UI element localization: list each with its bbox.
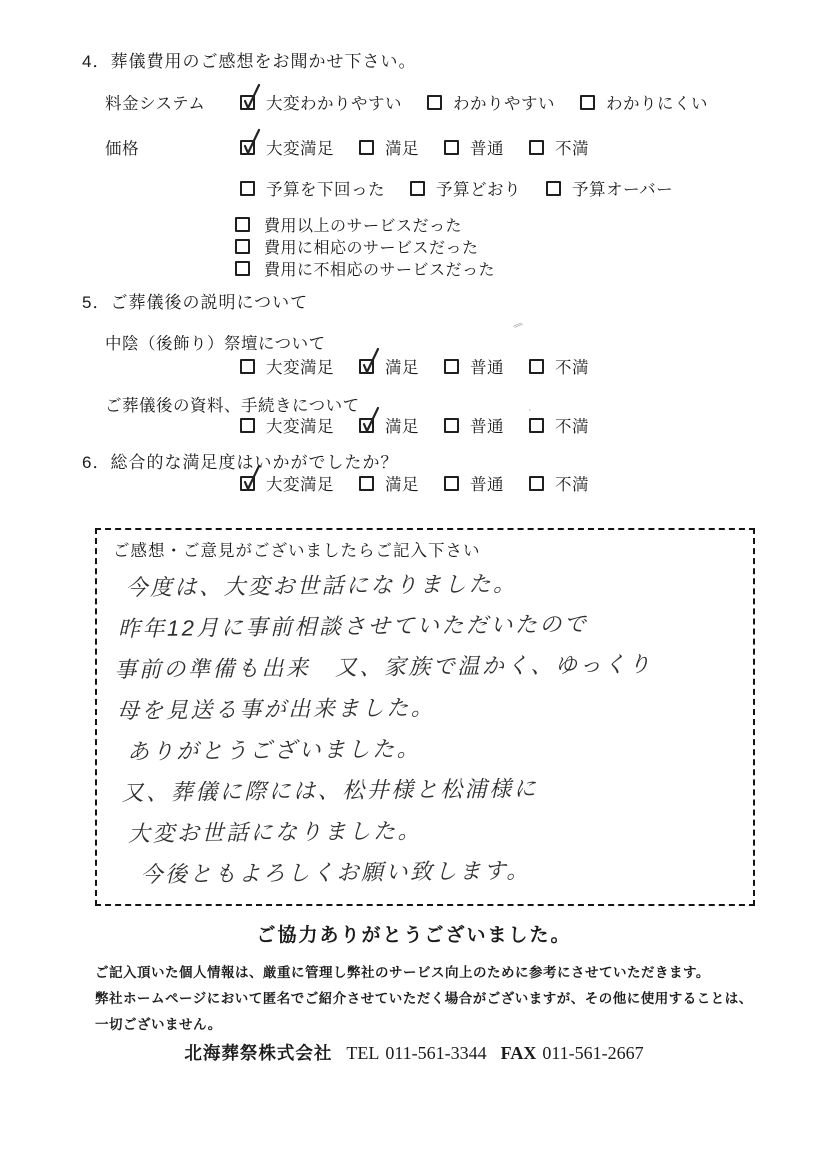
fee-system-row [105, 90, 708, 114]
checkbox[interactable] [359, 418, 374, 433]
section6-heading: 6．総合的な満足度はいかがでしたか？ [82, 453, 399, 472]
option-under-budget [240, 176, 385, 200]
checkbox[interactable] [235, 261, 250, 276]
checkbox[interactable] [240, 140, 255, 155]
fax-contact [501, 1043, 644, 1064]
checkmark-icon [359, 405, 381, 435]
tel-number: 011-561-3344 [385, 1043, 487, 1063]
handwritten-line: ありがとうございました。 [127, 736, 422, 765]
option-neutral [444, 471, 504, 495]
option-satisfied [359, 135, 419, 159]
checkmark-icon [240, 127, 262, 157]
checkbox-label: 満足 [385, 418, 419, 436]
altar-sublabel: 中陰（後飾り）祭壇について [105, 335, 326, 353]
checkbox[interactable] [240, 359, 255, 374]
service-value-row [235, 257, 495, 280]
option-dissatisfied [529, 413, 589, 437]
checkbox[interactable] [444, 476, 459, 491]
tel-label: TEL [346, 1043, 380, 1063]
checkbox-label: 費用に不相応のサービスだった [264, 262, 496, 279]
option-dissatisfied [529, 354, 589, 378]
price-row [105, 135, 589, 159]
fee-system-label: 料金システム [105, 95, 206, 113]
checkbox-label: 大変満足 [266, 418, 334, 436]
checkbox-label: 不満 [555, 418, 589, 436]
checkbox[interactable] [235, 239, 250, 254]
option-very-satisfied [240, 135, 334, 159]
budget-row [240, 176, 673, 200]
checkbox-label: 大変満足 [266, 476, 334, 494]
checkbox[interactable] [240, 95, 255, 110]
documents-options-row [240, 413, 589, 437]
option-satisfied [359, 471, 419, 495]
option-satisfied [359, 413, 419, 437]
checkbox[interactable] [359, 476, 374, 491]
option-very-satisfied [240, 471, 334, 495]
checkbox-label: 普通 [470, 140, 504, 158]
handwritten-line: 母を見送る事が出来ました。 [116, 694, 436, 724]
checkbox-label: 大変満足 [266, 140, 334, 158]
handwritten-line: 今度は、大変お世話になりました。 [125, 571, 518, 601]
checkbox-label: 予算オーバー [572, 181, 674, 199]
handwritten-line: 又、葬儀に際には、松井様と松浦様に [121, 775, 539, 806]
checkbox[interactable] [240, 181, 255, 196]
scan-artifact: · [524, 404, 535, 416]
checkbox[interactable] [235, 217, 250, 232]
option-on-budget [410, 176, 521, 200]
option-very-clear [240, 90, 402, 114]
handwritten-line: 今後ともよろしくお願い致します。 [140, 857, 531, 888]
option-dissatisfied [529, 471, 589, 495]
option-unclear [580, 90, 708, 114]
documents-sublabel: ご葬儀後の資料、手続きについて [105, 397, 360, 415]
checkbox[interactable] [427, 95, 442, 110]
checkbox[interactable] [444, 140, 459, 155]
fax-label: FAX [500, 1043, 537, 1063]
option-very-satisfied [240, 413, 334, 437]
tel-contact [346, 1043, 486, 1064]
service-value-row [235, 235, 479, 258]
checkbox-label: 満足 [385, 359, 419, 377]
service-value-row [235, 213, 462, 236]
option-very-satisfied [240, 354, 334, 378]
checkbox-label: 満足 [385, 476, 419, 494]
option-dissatisfied [529, 135, 589, 159]
altar-options-row [240, 354, 589, 378]
handwritten-line: 昨年12月に事前相談させていただいたので [117, 611, 589, 642]
checkbox[interactable] [359, 140, 374, 155]
option-clear [427, 90, 555, 114]
checkbox[interactable] [529, 418, 544, 433]
checkbox-label: わかりにくい [606, 95, 708, 113]
option-neutral [444, 354, 504, 378]
checkbox[interactable] [529, 140, 544, 155]
checkbox-label: 普通 [470, 418, 504, 436]
scan-artifact: ⁄⁄ [512, 320, 523, 332]
comment-box [95, 528, 755, 906]
checkbox[interactable] [359, 359, 374, 374]
checkbox-label: 満足 [385, 140, 419, 158]
privacy-note [95, 960, 775, 1038]
overall-options-row [240, 471, 589, 495]
company-name: 北海葬祭株式会社 [184, 1043, 333, 1063]
checkbox[interactable] [529, 359, 544, 374]
handwritten-line: 大変お世話になりました。 [127, 818, 423, 847]
checkbox-label: 不満 [555, 476, 589, 494]
thanks-message: ご協力ありがとうございました。 [256, 925, 572, 946]
checkmark-icon [359, 346, 381, 376]
handwritten-line: 事前の準備も出来 又、家族で温かく、ゆっくり [114, 651, 653, 683]
privacy-line: ご記入頂いた個人情報は、厳重に管理し弊社のサービス向上のために参考にさせていただきます。 [95, 965, 710, 980]
checkbox-label: 予算を下回った [266, 181, 385, 199]
checkbox[interactable] [444, 359, 459, 374]
checkbox-label: 予算どおり [436, 181, 521, 199]
checkbox-label: 費用以上のサービスだった [264, 218, 463, 235]
section4-heading: 4．葬儀費用のご感想をお聞かせ下さい。 [82, 52, 417, 71]
comment-prompt: ご感想・ご意見がございましたらご記入下さい [113, 542, 481, 560]
checkbox-label: 普通 [470, 359, 504, 377]
price-label: 価格 [105, 140, 139, 158]
checkbox-label: 普通 [470, 476, 504, 494]
checkbox[interactable] [546, 181, 561, 196]
option-neutral [444, 135, 504, 159]
checkbox-label: 不満 [555, 140, 589, 158]
checkbox[interactable] [444, 418, 459, 433]
checkbox[interactable] [410, 181, 425, 196]
privacy-line: 弊社ホームページにおいて匿名でご紹介させていただく場合がございますが、その他に使用することは、 [95, 991, 753, 1006]
company-contact-line [0, 1040, 828, 1065]
handwritten-comment [114, 561, 728, 895]
checkbox-label: 不満 [555, 359, 589, 377]
checkmark-icon [240, 82, 262, 112]
checkbox-label: 費用に相応のサービスだった [264, 240, 479, 257]
checkbox[interactable] [240, 476, 255, 491]
checkbox-label: 大変満足 [266, 359, 334, 377]
option-neutral [444, 413, 504, 437]
checkbox[interactable] [240, 418, 255, 433]
privacy-line: 一切ございません。 [95, 1017, 222, 1032]
section5-heading: 5．ご葬儀後の説明について [82, 293, 309, 312]
checkbox[interactable] [580, 95, 595, 110]
checkbox-label: 大変わかりやすい [266, 95, 402, 113]
option-over-budget [546, 176, 673, 200]
option-satisfied [359, 354, 419, 378]
fax-number: 011-561-2667 [542, 1043, 644, 1063]
checkbox[interactable] [529, 476, 544, 491]
checkbox-label: わかりやすい [453, 95, 555, 113]
